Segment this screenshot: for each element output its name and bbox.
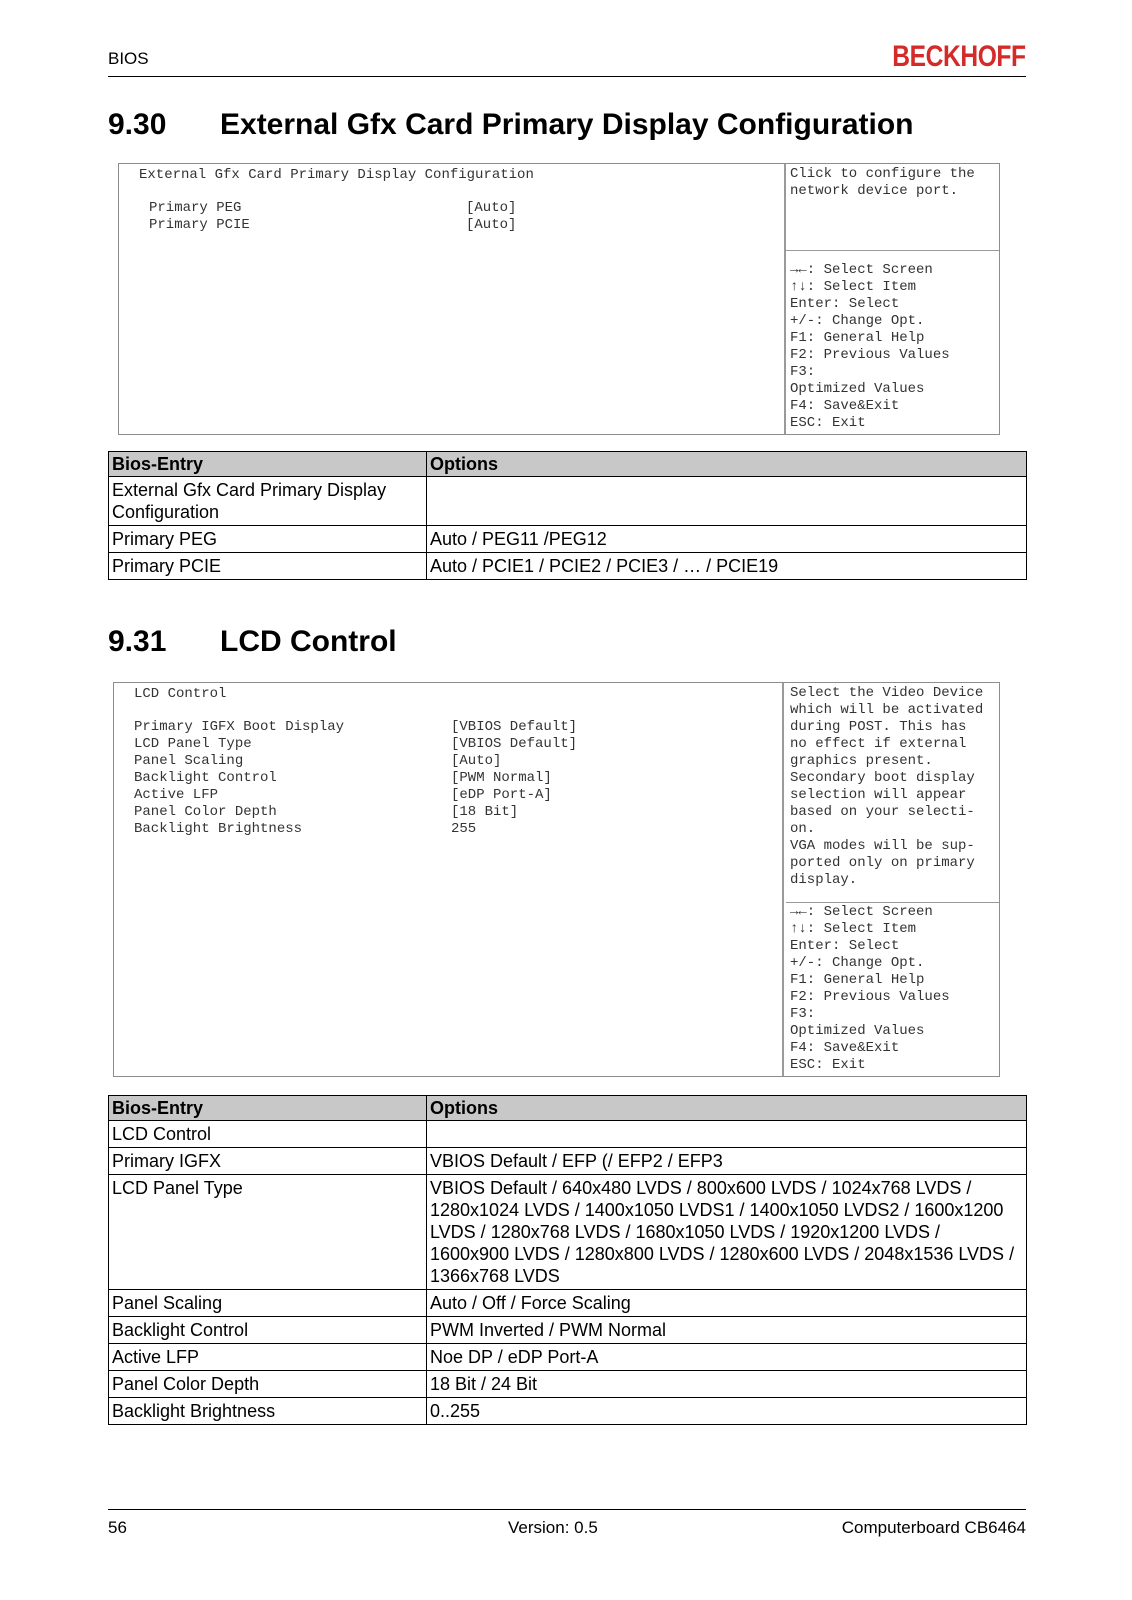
- beckhoff-logo: BECKHOFF: [892, 40, 1026, 73]
- page-footer: [108, 1509, 1026, 1537]
- bios-setting-panel-scaling[interactable]: Panel Scaling [Auto]: [134, 753, 502, 769]
- bios-setting-active-lfp[interactable]: Active LFP [eDP Port-A]: [134, 787, 552, 803]
- bios-setting-primary-igfx[interactable]: Primary IGFX Boot Display [VBIOS Default]: [134, 719, 578, 735]
- document-version: Version: 0.5: [508, 1518, 598, 1537]
- options-table-gfx: [108, 451, 1027, 580]
- section-9-30-heading: [108, 108, 914, 142]
- table-row: LCD Panel Type VBIOS Default / 640x480 LVDS / 800x600 LVDS / 1024x768 LVDS / 1280x1024 LVDS / 1400x1050 LVDS1 / 1400x1050 LVDS2 / 1600x1200 LVDS / 1280x768 LVDS / 1680x1050 LVDS / 1920x1200 LVDS / 1600x900 LVDS / 1280x800 LVDS / 1280x600 LVDS / 2048x1536 LVDS / 1366x768 LVDS: [109, 1175, 1027, 1290]
- bios-screen-lcd: [113, 682, 1000, 1077]
- bios-setting-panel-color-depth[interactable]: Panel Color Depth [18 Bit]: [134, 804, 519, 820]
- bios-main-panel: [119, 164, 786, 434]
- bios-screen-gfx: [118, 163, 1000, 435]
- bios-setting-backlight-control[interactable]: Backlight Control [PWM Normal]: [134, 770, 552, 786]
- section-9-31-heading: [108, 625, 397, 659]
- bios-setting-lcd-panel-type[interactable]: LCD Panel Type [VBIOS Default]: [134, 736, 578, 752]
- bios-key-legend: →←: Select Screen ↑↓: Select Item Enter: Select +/-: Change Opt. F1: General Help F2: Previous Values F3: Optimized Values F4: Save&Exit ESC: Exit: [790, 904, 950, 1073]
- bios-help-panel: [786, 164, 999, 434]
- page-number: 56: [108, 1518, 127, 1537]
- bios-screen-title: LCD Control: [134, 686, 227, 702]
- page-header: [108, 40, 1026, 77]
- table-row: Backlight Control PWM Inverted / PWM Normal: [109, 1317, 1027, 1344]
- bios-settings-list: [134, 719, 578, 838]
- section-title: LCD Control: [220, 625, 397, 658]
- section-number: 9.30: [108, 108, 167, 141]
- table-row: Primary PEG Auto / PEG11 /PEG12: [109, 526, 1027, 553]
- table-row: Panel Color Depth 18 Bit / 24 Bit: [109, 1371, 1027, 1398]
- bios-help-panel: [786, 683, 999, 1076]
- bios-setting-primary-pcie[interactable]: Primary PCIE [Auto]: [149, 217, 517, 233]
- product-name: Computerboard CB6464: [841, 1518, 1026, 1537]
- section-number: 9.31: [108, 625, 167, 658]
- table-row: Active LFP Noe DP / eDP Port-A: [109, 1344, 1027, 1371]
- table-row: Backlight Brightness 0..255: [109, 1398, 1027, 1425]
- section-title: External Gfx Card Primary Display Configuration: [220, 108, 914, 141]
- table-row: Primary PCIE Auto / PCIE1 / PCIE2 / PCIE3 / … / PCIE19: [109, 553, 1027, 580]
- bios-help-text: Select the Video Device which will be activated during POST. This has no effect if external graphics present. Secondary boot display selection will appear based on your selecti- on. VGA modes will be sup- ported only on primary display.: [786, 683, 999, 903]
- bios-settings-list: [149, 200, 517, 234]
- table-row: External Gfx Card Primary Display Configuration: [109, 477, 1027, 526]
- table-row: LCD Control: [109, 1121, 1027, 1148]
- table-row: Primary IGFX VBIOS Default / EFP (/ EFP2 / EFP3: [109, 1148, 1027, 1175]
- options-table-lcd: [108, 1095, 1027, 1425]
- table-header-row: Bios-Entry Options: [109, 452, 1027, 477]
- bios-help-text: Click to configure the network device port.: [786, 164, 999, 251]
- bios-setting-primary-peg[interactable]: Primary PEG [Auto]: [149, 200, 517, 216]
- table-row: Panel Scaling Auto / Off / Force Scaling: [109, 1290, 1027, 1317]
- header-section-label: BIOS: [108, 49, 149, 68]
- table-header-row: Bios-Entry Options: [109, 1096, 1027, 1121]
- bios-screen-title: External Gfx Card Primary Display Configuration: [139, 167, 534, 183]
- bios-main-panel: [114, 683, 784, 1076]
- bios-key-legend: →←: Select Screen ↑↓: Select Item Enter: Select +/-: Change Opt. F1: General Help F2: Previous Values F3: Optimized Values F4: Save&Exit ESC: Exit: [790, 262, 950, 431]
- bios-setting-backlight-brightness[interactable]: Backlight Brightness 255: [134, 821, 477, 837]
